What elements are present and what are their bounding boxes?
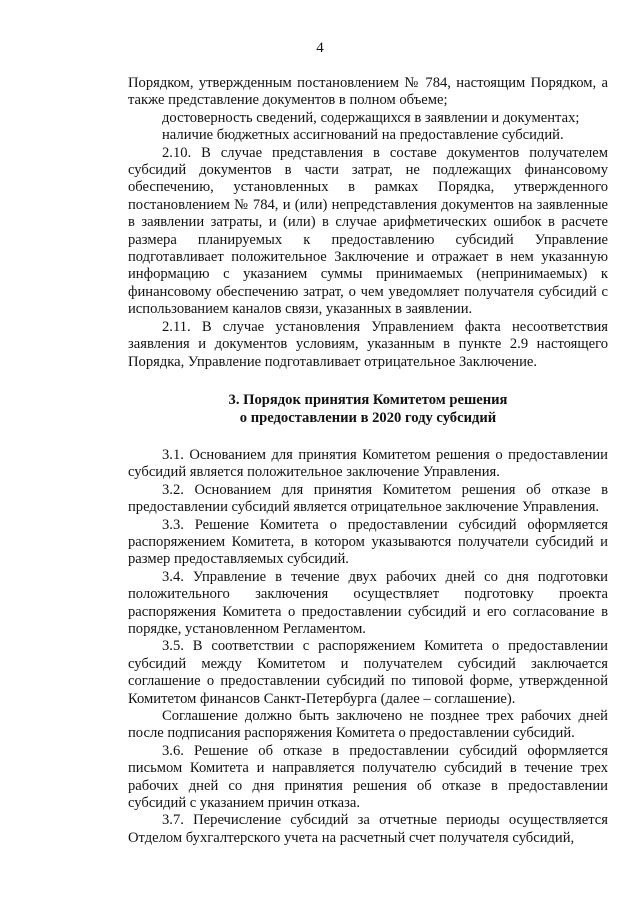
paragraph-3-4: 3.4. Управление в течение двух рабочих дней со дня подготовки положительного заключения осуществляет подготовку проекта распоряжения Комитета о предоставлении субсидий и его согласование в порядке, установленном Регламентом.: [128, 568, 608, 637]
paragraph-3-1: 3.1. Основанием для принятия Комитетом решения о предоставлении субсидий является положительное заключение Управления.: [128, 446, 608, 481]
paragraph-3-5: 3.5. В соответствии с распоряжением Комитета о предоставлении субсидий между Комитетом и получателем субсидий заключается соглашение о предоставлении субсидий по типовой форме, утвержденной Комитетом финансов Санкт-Петербурга (далее – соглашение).: [128, 638, 608, 707]
paragraph-3-6: 3.6. Решение об отказе в предоставлении субсидий оформляется письмом Комитета и направляется получателю субсидий в течение трех рабочих дней со дня принятия решения об отказе в предоставлении субсидий с указанием причин отказа.: [128, 742, 608, 812]
paragraph-3-3: 3.3. Решение Комитета о предоставлении субсидий оформляется распоряжением Комитета, в котором указываются получатели субсидий и размер предоставляемых субсидий.: [128, 516, 608, 568]
section-heading-line2: о предоставлении в 2020 году субсидий: [239, 409, 497, 426]
section-heading-line1: 3. Порядок принятия Комитетом решения: [228, 391, 508, 408]
paragraph-2-10: 2.10. В случае представления в составе документов получателем субсидий документов в части затрат, не подлежащих финансовому обеспечению, установленных в рамках Порядка, утвержденного постановлением № 784, и (или) непредставления документов на заявленные в заявлении затраты, и (или) в случае арифметических ошибок в расчете размера планируемых к предоставлению субсидий Управление подготавливает положительное Заключение и отражает в нем указанную информацию с указанием суммы принимаемых (непринимаемых) к финансовому обеспечению затрат, о чем уведомляет получателя субсидий с использованием каналов связи, указанных в заявлении.: [128, 144, 608, 318]
page-number: 4: [316, 40, 324, 56]
paragraph-2-11: 2.11. В случае установления Управлением факта несоответствия заявления и документов условиям, указанным в пункте 2.9 настоящего Порядка, Управление подготавливает отрицательное Заключение.: [128, 318, 608, 370]
paragraph: наличие бюджетных ассигнований на предоставление субсидий.: [162, 127, 564, 144]
paragraph-3-7: 3.7. Перечисление субсидий за отчетные периоды осуществляется Отделом бухгалтерского учета на расчетный счет получателя субсидий,: [128, 812, 608, 846]
paragraph-3-2: 3.2. Основанием для принятия Комитетом решения об отказе в предоставлении субсидий является отрицательное заключение Управления.: [128, 481, 608, 516]
document-body: [128, 75, 608, 847]
paragraph: Соглашение должно быть заключено не позднее трех рабочих дней после подписания распоряжения Комитета о предоставлении субсидий.: [128, 708, 608, 742]
paragraph: достоверность сведений, содержащихся в заявлении и документах;: [162, 109, 580, 126]
section-heading: [128, 391, 608, 427]
paragraph: Порядком, утвержденным постановлением № 784, настоящим Порядком, а также представление документов в полном объеме;: [128, 75, 608, 109]
